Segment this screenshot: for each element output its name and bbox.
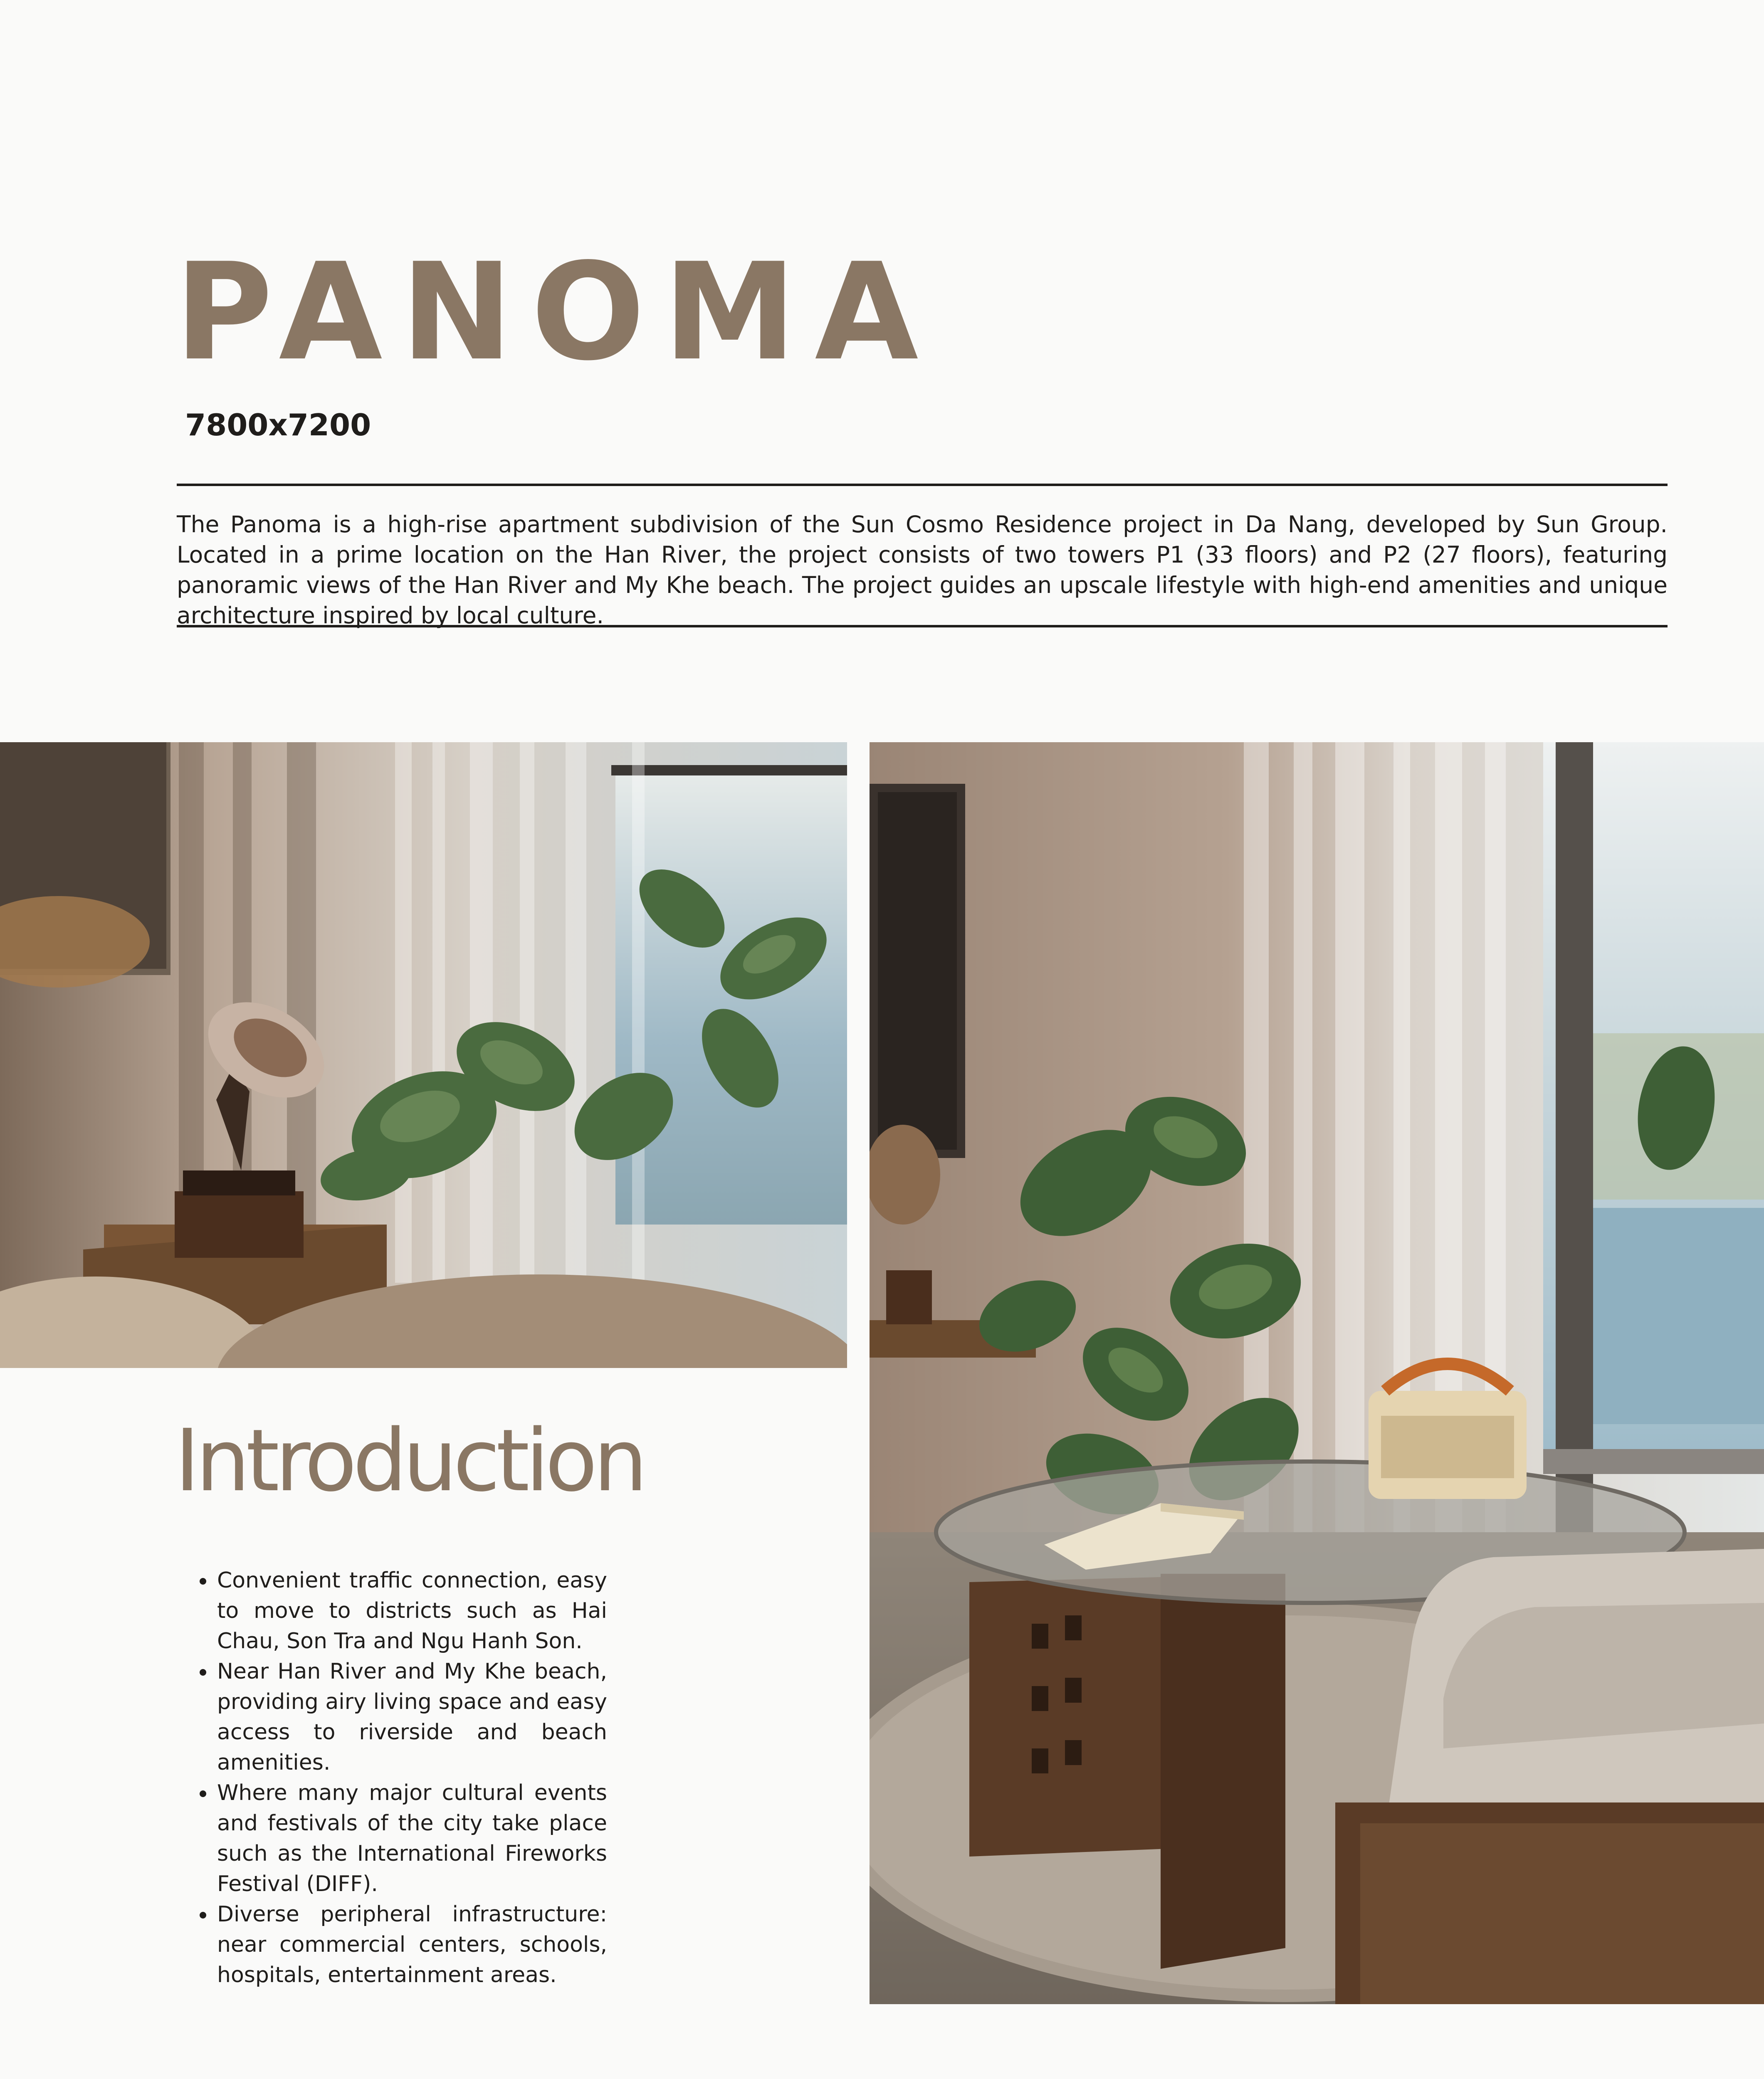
introduction-heading: Introduction — [175, 1411, 644, 1511]
list-item: • Convenient traffic connection, easy to move to districts such as Hai Chau, Son Tra and Ngu Hanh Son. — [215, 1565, 607, 1657]
project-description: The Panoma is a high-rise apartment subdivision of the Sun Cosmo Residence project in Da Nang, developed by Sun Group. Located in a prime location on the Han River, the project consists of two towers P1 (33 floors) and P2 (27 floors), featuring panoramic views of the Han River and My Khe beach. The project guides an upscale lifestyle with high-end amenities and unique architecture inspired by local culture. — [177, 511, 1668, 629]
list-item: • Where many major cultural events and festivals of the city take place such as the International Fireworks Festival (DIFF). — [215, 1778, 607, 1899]
list-item: • Near Han River and My Khe beach, providing airy living space and easy access to riverside and beach amenities. — [215, 1657, 607, 1778]
list-item: • Diverse peripheral infrastructure: near commercial centers, schools, hospitals, entertainment areas. — [215, 1899, 607, 1990]
top-divider — [177, 484, 1668, 486]
interior-photo-living-room — [870, 742, 1764, 2004]
interior-photo-gramophone — [0, 742, 847, 1368]
introduction-list — [179, 1565, 607, 1990]
size-label: 7800x7200 — [185, 407, 371, 442]
bottom-divider — [177, 625, 1668, 627]
page-title: PANOMA — [175, 234, 937, 390]
